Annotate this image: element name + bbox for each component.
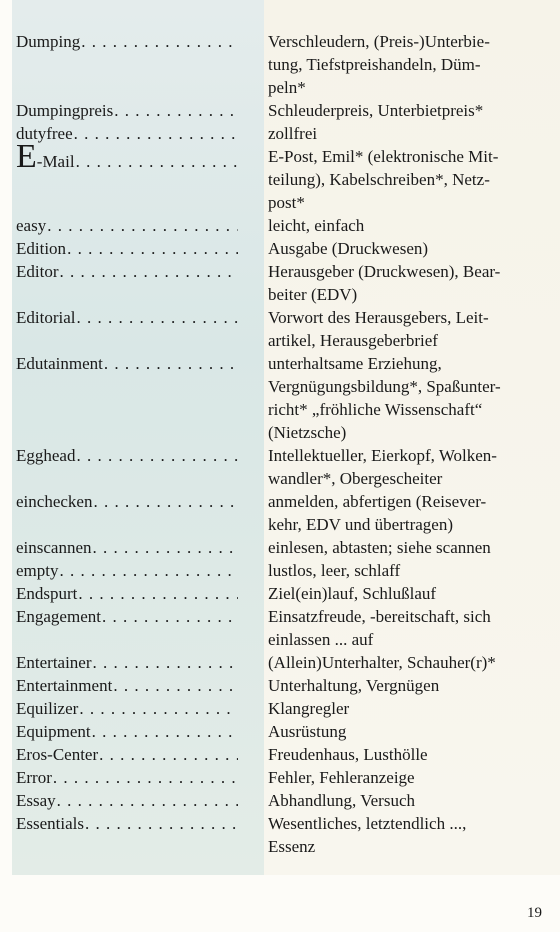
definition-line: Schleuderpreis, Unterbietpreis*	[268, 101, 484, 120]
definition-line: teilung), Kabelschreiben*, Netz-	[268, 170, 490, 189]
dot-leader	[53, 766, 238, 789]
entry-term	[0, 536, 252, 559]
definition-line: leicht, einfach	[268, 216, 365, 235]
definition-line: richt* „fröhliche Wissenschaft“	[268, 400, 483, 419]
entry-definition	[268, 122, 536, 145]
dot-leader	[76, 444, 238, 467]
dictionary-entry	[0, 559, 560, 582]
entry-term	[0, 674, 252, 697]
dictionary-entry	[0, 812, 560, 858]
entry-definition	[268, 260, 536, 306]
definition-line: einlassen ... auf	[268, 630, 374, 649]
entry-definition	[268, 812, 536, 858]
entry-definition	[268, 490, 536, 536]
entry-term-text: Equilizer	[16, 699, 79, 718]
dictionary-entry	[0, 605, 560, 651]
definition-line: beiter (EDV)	[268, 285, 358, 304]
entry-definition	[268, 766, 536, 789]
entry-term	[0, 306, 252, 329]
entry-definition	[268, 30, 536, 99]
dot-leader	[93, 536, 238, 559]
dictionary-entry	[0, 444, 560, 490]
dot-leader	[60, 559, 239, 582]
entry-definition	[268, 536, 536, 559]
dot-leader	[78, 582, 238, 605]
entry-term-text: Entertainment	[16, 676, 113, 695]
dictionary-entry-list	[0, 30, 560, 858]
entry-term-text: Engagement	[16, 607, 101, 626]
definition-line: Essenz	[268, 837, 316, 856]
dictionary-entry	[0, 214, 560, 237]
dot-leader	[92, 720, 238, 743]
definition-line: Fehler, Fehleranzeige	[268, 768, 415, 787]
definition-line: wandler*, Obergescheiter	[268, 469, 443, 488]
entry-definition	[268, 444, 536, 490]
entry-term	[0, 559, 252, 582]
dictionary-entry	[0, 582, 560, 605]
dot-leader	[76, 150, 238, 173]
entry-definition	[268, 582, 536, 605]
entry-definition	[268, 743, 536, 766]
dot-leader	[67, 237, 238, 260]
definition-line: Einsatzfreude, -bereitschaft, sich	[268, 607, 491, 626]
dot-leader	[99, 743, 238, 766]
entry-term-text: Endspurt	[16, 584, 78, 603]
entry-term	[0, 743, 252, 766]
definition-line: (Nietzsche)	[268, 423, 347, 442]
entry-term	[0, 766, 252, 789]
entry-definition	[268, 352, 536, 444]
definition-line: Wesentliches, letztendlich ...,	[268, 814, 467, 833]
definition-line: Ausrüstung	[268, 722, 347, 741]
entry-term	[0, 260, 252, 283]
dictionary-entry	[0, 674, 560, 697]
entry-term	[0, 30, 252, 53]
dictionary-entry	[0, 237, 560, 260]
entry-term-text: -Mail	[36, 152, 75, 171]
entry-definition	[268, 651, 536, 674]
entry-definition	[268, 697, 536, 720]
entry-term	[0, 99, 252, 122]
definition-line: Herausgeber (Druckwesen), Bear-	[268, 262, 501, 281]
dictionary-entry	[0, 352, 560, 444]
dot-leader	[76, 306, 238, 329]
entry-term-text: Edutainment	[16, 354, 103, 373]
entry-term	[0, 138, 252, 175]
definition-line: (Allein)Unterhalter, Schauher(r)*	[268, 653, 496, 672]
entry-term	[0, 582, 252, 605]
definition-line: Intellektueller, Eierkopf, Wolken-	[268, 446, 497, 465]
dot-leader	[74, 122, 238, 145]
entry-term-text: easy	[16, 216, 47, 235]
entry-term	[0, 720, 252, 743]
dictionary-entry	[0, 697, 560, 720]
entry-definition	[268, 237, 536, 260]
definition-line: zollfrei	[268, 124, 318, 143]
definition-line: kehr, EDV und übertragen)	[268, 515, 453, 534]
dictionary-entry	[0, 306, 560, 352]
dot-leader	[114, 99, 238, 122]
definition-line: artikel, Herausgeberbrief	[268, 331, 438, 350]
definition-line: Verschleudern, (Preis-)Unterbie-	[268, 32, 490, 51]
entry-term	[0, 214, 252, 237]
entry-term-text: Dumping	[16, 32, 81, 51]
dictionary-entry	[0, 99, 560, 122]
entry-term-text: Editorial	[16, 308, 76, 327]
entry-term-text: Dumpingpreis	[16, 101, 114, 120]
entry-definition	[268, 306, 536, 352]
definition-line: Vergnügungsbildung*, Spaßunter-	[268, 377, 501, 396]
dictionary-entry	[0, 536, 560, 559]
dictionary-entry	[0, 122, 560, 145]
entry-term-text: dutyfree	[16, 124, 73, 143]
entry-term	[0, 122, 252, 145]
dot-leader	[104, 352, 238, 375]
dot-leader	[57, 789, 238, 812]
definition-line: E-Post, Emil* (elektronische Mit-	[268, 147, 499, 166]
dot-leader	[47, 214, 238, 237]
section-initial-letter: E	[16, 138, 37, 175]
dot-leader	[93, 490, 238, 513]
entry-term-text: Editor	[16, 262, 59, 281]
entry-term-text: Edition	[16, 239, 67, 258]
entry-term	[0, 651, 252, 674]
dictionary-entry	[0, 30, 560, 99]
entry-definition	[268, 214, 536, 237]
definition-line: tung, Tiefstpreishandeln, Düm-	[268, 55, 481, 74]
dot-leader	[79, 697, 238, 720]
entry-definition	[268, 559, 536, 582]
entry-term	[0, 490, 252, 513]
entry-term	[0, 789, 252, 812]
definition-line: Ziel(ein)lauf, Schlußlauf	[268, 584, 437, 603]
dot-leader	[85, 812, 238, 835]
entry-term	[0, 237, 252, 260]
dot-leader	[81, 30, 238, 53]
dictionary-entry	[0, 766, 560, 789]
definition-line: anmelden, abfertigen (Reisever-	[268, 492, 487, 511]
entry-term	[0, 605, 252, 628]
definition-line: Unterhaltung, Vergnügen	[268, 676, 440, 695]
definition-line: post*	[268, 193, 305, 212]
entry-term-text: empty	[16, 561, 59, 580]
dictionary-entry	[0, 789, 560, 812]
dictionary-entry	[0, 651, 560, 674]
dot-leader	[102, 605, 238, 628]
page-number: 19	[527, 905, 542, 921]
entry-term-text: Egghead	[16, 446, 76, 465]
definition-line: peln*	[268, 78, 306, 97]
definition-line: unterhaltsame Erziehung,	[268, 354, 442, 373]
entry-term-text: Equipment	[16, 722, 91, 741]
entry-term-text: Error	[16, 768, 52, 787]
entry-term	[0, 697, 252, 720]
definition-line: Freudenhaus, Lusthölle	[268, 745, 428, 764]
dictionary-entry	[0, 138, 560, 214]
entry-term-text: einchecken	[16, 492, 93, 511]
dictionary-entry	[0, 743, 560, 766]
entry-definition	[268, 674, 536, 697]
dot-leader	[113, 674, 238, 697]
dictionary-entry	[0, 490, 560, 536]
entry-term-text: Essentials	[16, 814, 84, 833]
definition-line: lustlos, leer, schlaff	[268, 561, 401, 580]
entry-term-text: Entertainer	[16, 653, 92, 672]
entry-term-text: Essay	[16, 791, 56, 810]
entry-term-text: Eros-Center	[16, 745, 99, 764]
definition-line: Vorwort des Herausgebers, Leit-	[268, 308, 489, 327]
entry-term	[0, 444, 252, 467]
entry-definition	[268, 720, 536, 743]
dot-leader	[93, 651, 238, 674]
entry-term-text: einscannen	[16, 538, 92, 557]
definition-line: einlesen, abtasten; siehe scannen	[268, 538, 491, 557]
entry-definition	[268, 145, 536, 214]
entry-definition	[268, 605, 536, 651]
dictionary-entry	[0, 720, 560, 743]
dot-leader	[60, 260, 239, 283]
dictionary-entry	[0, 260, 560, 306]
entry-term	[0, 812, 252, 835]
definition-line: Abhandlung, Versuch	[268, 791, 415, 810]
entry-definition	[268, 99, 536, 122]
entry-term	[0, 352, 252, 375]
entry-definition	[268, 789, 536, 812]
definition-line: Klangregler	[268, 699, 350, 718]
definition-line: Ausgabe (Druckwesen)	[268, 239, 429, 258]
